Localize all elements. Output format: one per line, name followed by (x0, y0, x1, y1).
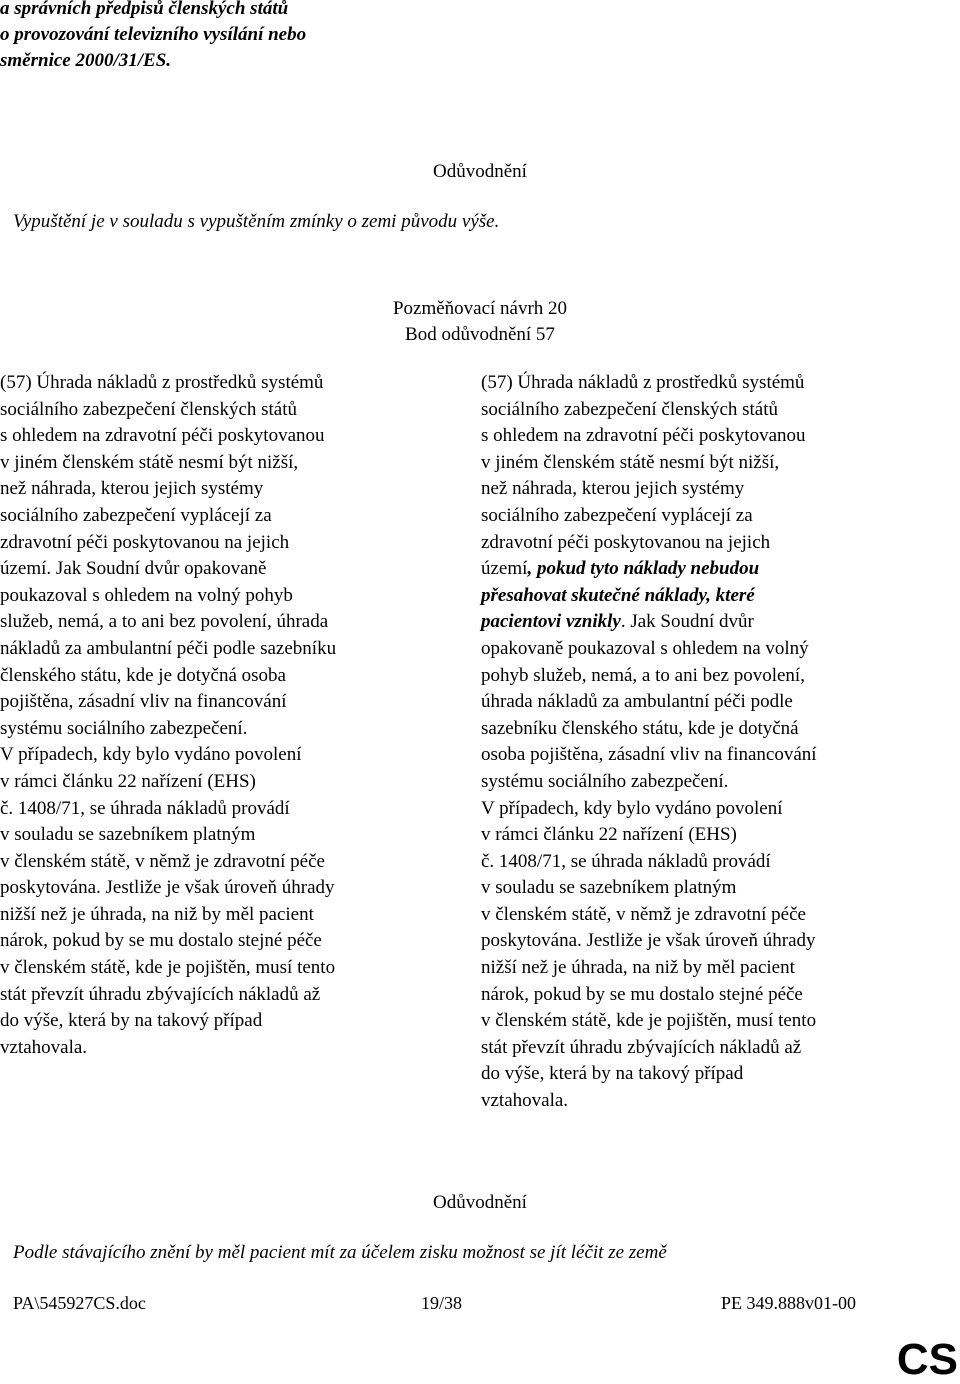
original-line: vztahovala. (0, 1036, 88, 1058)
page-number: 19/38 (421, 1293, 463, 1313)
amended-line: v jiném členském státě nesmí být nižší, (481, 451, 780, 473)
amended-line: poskytována. Jestliže je však úroveň úhrady (481, 930, 816, 952)
amended-line: (57) Úhrada nákladů z prostředků systémů (481, 372, 805, 393)
original-line: poukazoval s ohledem na volný pohyb (0, 584, 293, 606)
original-line: sociálního zabezpečení členských států (0, 398, 298, 420)
top-amendment-line-1: a správních předpisů členských států (0, 0, 289, 19)
amended-line-10 (481, 609, 921, 636)
original-line: v členském státě, kde je pojištěn, musí tento (0, 957, 336, 979)
original-line: nákladů za ambulantní péči podle sazebníku (0, 637, 337, 659)
original-line: č. 1408/71, se úhrada nákladů provádí (0, 797, 290, 819)
justification-text-2: Podle stávajícího znění by měl pacient mít za účelem zisku možnost se jít léčit ze země (13, 1242, 667, 1263)
amended-line: stát převzít úhradu zbývajících nákladů až (481, 1036, 802, 1058)
amended-line-8 (481, 556, 921, 583)
amended-line: osoba pojištěna, zásadní vliv na financování (481, 744, 817, 766)
document-reference: PA\545927CS.doc (13, 1293, 146, 1313)
amended-line: nižší než je úhrada, na niž by měl pacient (481, 957, 795, 979)
original-line: v rámci článku 22 nařízení (EHS) (0, 770, 256, 792)
amended-line: systému sociálního zabezpečení. (481, 770, 729, 792)
amended-line: sazebníku členského státu, kde je dotyčná (481, 717, 799, 739)
amended-emphasis-text: , pokud tyto náklady nebudou (527, 558, 760, 580)
original-line: členského státu, kde je dotyčná osoba (0, 664, 286, 686)
original-line: sociálního zabezpečení vyplácejí za (0, 504, 272, 526)
amended-line: než náhrada, kterou jejich systémy (481, 478, 745, 500)
original-line: v členském státě, v němž je zdravotní péče (0, 850, 325, 872)
amended-line: nárok, pokud by se mu dostalo stejné péče (481, 983, 803, 1005)
original-line: (57) Úhrada nákladů z prostředků systémů (0, 372, 324, 393)
amended-line: sociálního zabezpečení vyplácejí za (481, 504, 753, 526)
original-line: v souladu se sazebníkem platným (0, 824, 256, 846)
original-text-column (0, 370, 440, 1061)
amended-line: vztahovala. (481, 1090, 569, 1112)
original-line: zdravotní péči poskytovanou na jejich (0, 531, 290, 553)
amended-line: úhrada nákladů za ambulantní péči podle (481, 691, 793, 713)
amended-plain-text: území (481, 558, 528, 580)
top-amendment-line-3: směrnice 2000/31/ES. (0, 50, 172, 71)
amended-line: v rámci článku 22 nařízení (EHS) (481, 824, 737, 846)
amended-line: opakovaně poukazoval s ohledem na volný (481, 637, 809, 659)
amended-emphasis-text: pacientovi vznikly (481, 611, 621, 633)
amendment-title: Pozměňovací návrh 20 (392, 298, 568, 319)
amended-plain-text: . Jak Soudní dvůr (620, 611, 754, 633)
original-line: poskytována. Jestliže je však úroveň úhrady (0, 877, 335, 899)
original-line: V případech, kdy bylo vydáno povolení (0, 744, 302, 766)
amended-line: č. 1408/71, se úhrada nákladů provádí (481, 850, 771, 872)
pe-reference: PE 349.888v01-00 (721, 1293, 856, 1313)
amendment-subtitle: Bod odůvodnění 57 (405, 324, 555, 345)
top-amendment-line-2: o provozování televizního vysílání nebo (0, 24, 307, 45)
original-line: do výše, která by na takový případ (0, 1010, 263, 1032)
original-line: v jiném členském státě nesmí být nižší, (0, 451, 299, 473)
original-line: pojištěna, zásadní vliv na financování (0, 691, 287, 713)
amended-line-9: přesahovat skutečné náklady, které (481, 584, 755, 606)
amended-line: v členském státě, v němž je zdravotní péče (481, 903, 806, 925)
amended-line: sociálního zabezpečení členských států (481, 398, 779, 420)
original-line: nárok, pokud by se mu dostalo stejné péče (0, 930, 322, 952)
original-line: území. Jak Soudní dvůr opakovaně (0, 558, 267, 580)
amended-line: do výše, která by na takový případ (481, 1063, 744, 1085)
justification-text: Vypuštění je v souladu s vypuštěním zmínky o zemi původu výše. (13, 211, 500, 232)
amended-text-column (481, 370, 921, 1115)
original-line: služeb, nemá, a to ani bez povolení, úhrada (0, 611, 329, 633)
amended-line: v souladu se sazebníkem platným (481, 877, 737, 899)
amended-line: v členském státě, kde je pojištěn, musí tento (481, 1010, 817, 1032)
original-line: s ohledem na zdravotní péči poskytovanou (0, 425, 325, 447)
justification-heading-2: Odůvodnění (433, 1192, 527, 1213)
original-line: systému sociálního zabezpečení. (0, 717, 248, 739)
original-line: než náhrada, kterou jejich systémy (0, 478, 264, 500)
original-line: nižší než je úhrada, na niž by měl pacient (0, 903, 314, 925)
amended-line: pohyb služeb, nemá, a to ani bez povolení, (481, 664, 805, 686)
amended-line: V případech, kdy bylo vydáno povolení (481, 797, 783, 819)
justification-heading: Odůvodnění (433, 161, 527, 182)
original-line: stát převzít úhradu zbývajících nákladů až (0, 983, 321, 1005)
language-code: CS (896, 1335, 958, 1384)
amended-line: s ohledem na zdravotní péči poskytovanou (481, 425, 806, 447)
amended-line: zdravotní péči poskytovanou na jejich (481, 531, 771, 553)
